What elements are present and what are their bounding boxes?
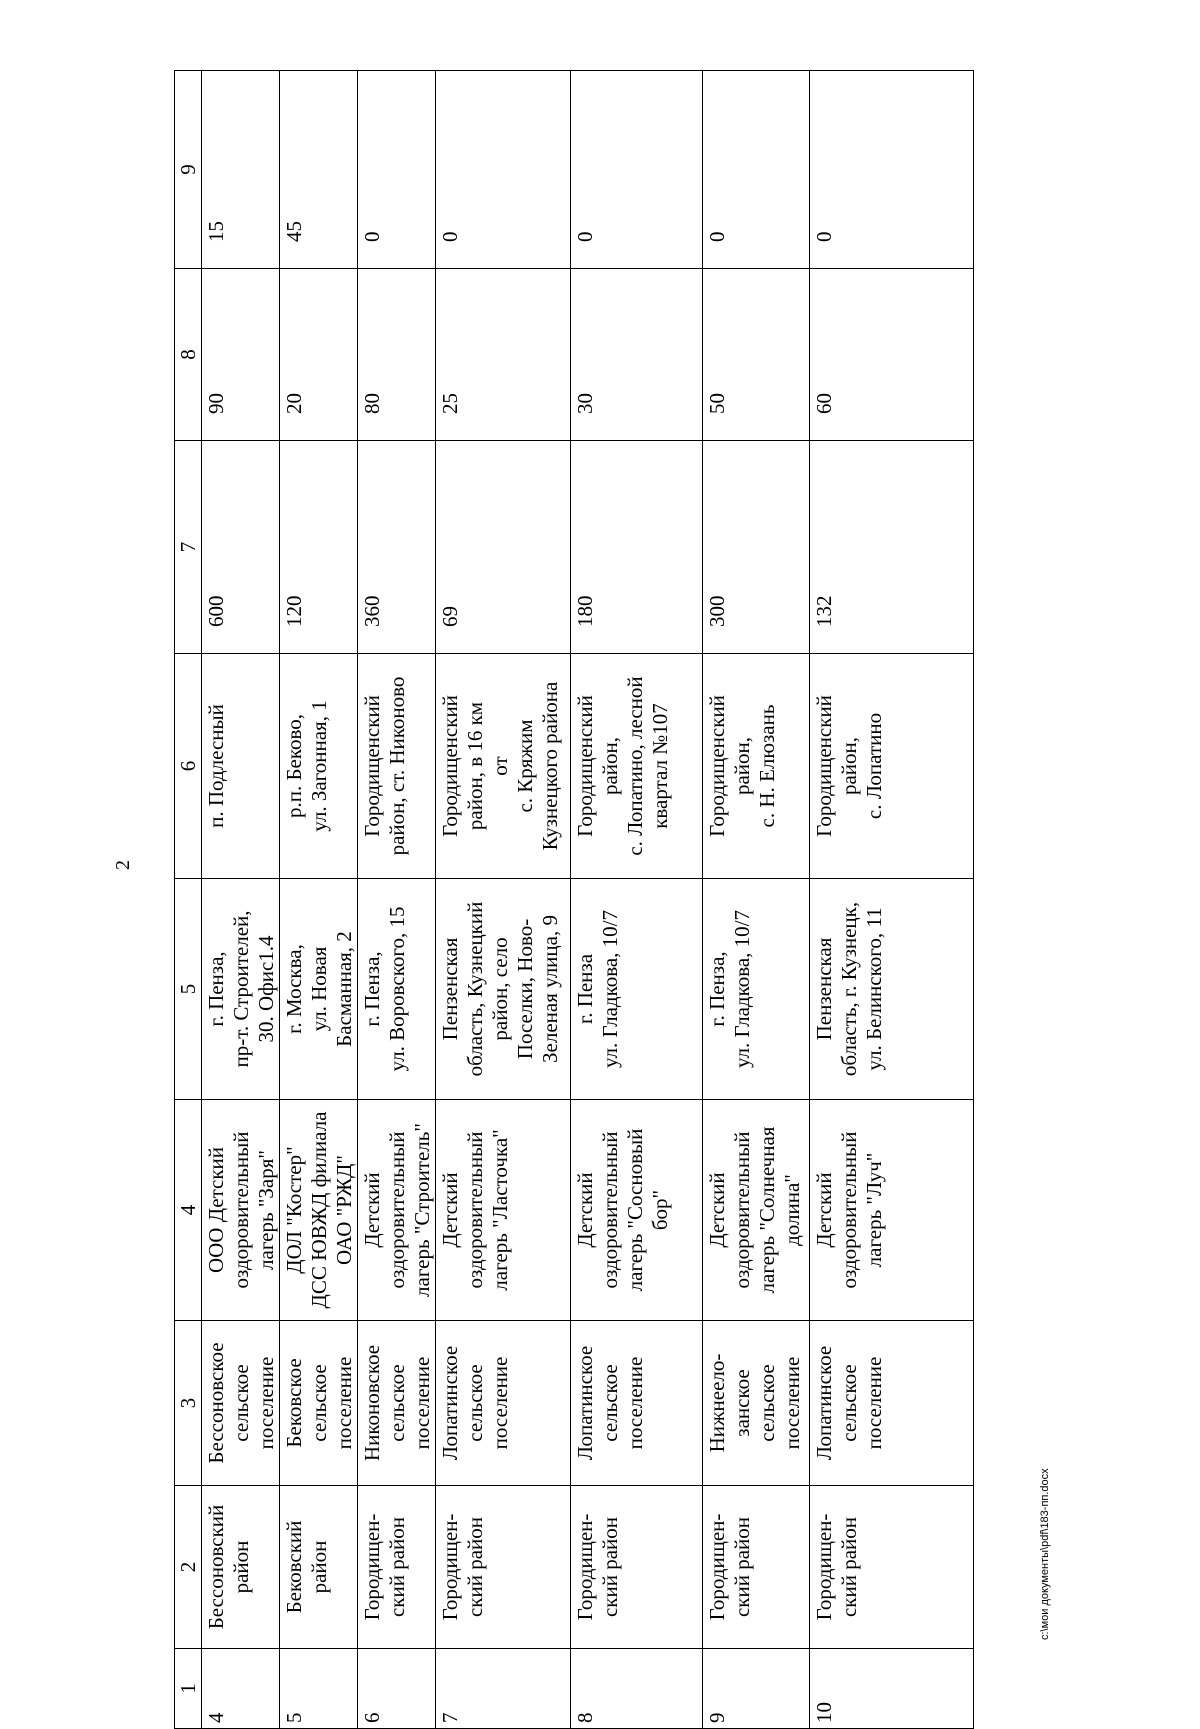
- row-number-cell: 9: [703, 1649, 810, 1729]
- camp-name-cell: Детский оздоровительный лагерь "Солнечная долина": [703, 1100, 810, 1321]
- header-cell-6: 6: [175, 654, 202, 879]
- location-cell: Городищенский район, с. Лопатино, лесной квартал №107: [571, 654, 703, 879]
- value-col9-cell: 0: [703, 71, 810, 269]
- value-col8-cell: 90: [202, 269, 280, 441]
- value-col7-cell: 360: [358, 441, 436, 654]
- legal-address-cell: Пензенская область, г. Кузнецк, ул. Белинского, 11: [810, 879, 974, 1100]
- value-col7-cell: 120: [280, 441, 358, 654]
- table-row: [571, 71, 703, 1729]
- value-col7-cell: 600: [202, 441, 280, 654]
- row-number-cell: 7: [436, 1649, 571, 1729]
- camp-name-cell: ДОЛ "Костер" ДСС ЮВЖД филиала ОАО "РЖД": [280, 1100, 358, 1321]
- header-cell-3: 3: [175, 1321, 202, 1486]
- legal-address-cell: г. Москва, ул. Новая Басманная, 2: [280, 879, 358, 1100]
- value-col9-cell: 0: [571, 71, 703, 269]
- value-col7-cell: 300: [703, 441, 810, 654]
- location-cell: Городищенский район, с. Н. Елюзань: [703, 654, 810, 879]
- row-number-cell: 6: [358, 1649, 436, 1729]
- table-row: [280, 71, 358, 1729]
- table-row: [358, 71, 436, 1729]
- value-col8-cell: 30: [571, 269, 703, 441]
- rotated-table-container: [174, 71, 974, 1729]
- header-cell-8: 8: [175, 269, 202, 441]
- table-row: [810, 71, 974, 1729]
- camp-name-cell: Детский оздоровительный лагерь "Ласточка": [436, 1100, 571, 1321]
- district-cell: Городищен- ский район: [810, 1486, 974, 1649]
- settlement-cell: Бековское сельское поселение: [280, 1321, 358, 1486]
- location-cell: п. Подлесный: [202, 654, 280, 879]
- header-cell-9: 9: [175, 71, 202, 269]
- value-col8-cell: 80: [358, 269, 436, 441]
- row-number-cell: 5: [280, 1649, 358, 1729]
- settlement-cell: Бессоновское сельское поселение: [202, 1321, 280, 1486]
- header-cell-2: 2: [175, 1486, 202, 1649]
- district-cell: Городищен- ский район: [436, 1486, 571, 1649]
- camp-name-cell: ООО Детский оздоровительный лагерь "Заря": [202, 1100, 280, 1321]
- value-col7-cell: 132: [810, 441, 974, 654]
- settlement-cell: Лопатинское сельское поселение: [571, 1321, 703, 1486]
- district-cell: Городищен- ский район: [358, 1486, 436, 1649]
- legal-address-cell: г. Пенза, ул. Гладкова, 10/7: [703, 879, 810, 1100]
- settlement-cell: Нижнеело- занское сельское поселение: [703, 1321, 810, 1486]
- settlement-cell: Лопатинское сельское поселение: [810, 1321, 974, 1486]
- legal-address-cell: Пензенская область, Кузнецкий район, село Поселки, Ново- Зеленая улица, 9: [436, 879, 571, 1100]
- table-row: [202, 71, 280, 1729]
- settlement-cell: Никоновское сельское поселение: [358, 1321, 436, 1486]
- location-cell: р.п. Беково, ул. Загонная, 1: [280, 654, 358, 879]
- row-number-cell: 10: [810, 1649, 974, 1729]
- district-cell: Бессоновский район: [202, 1486, 280, 1649]
- header-row: [175, 71, 202, 1729]
- district-cell: Бековский район: [280, 1486, 358, 1649]
- row-number-cell: 4: [202, 1649, 280, 1729]
- header-cell-7: 7: [175, 441, 202, 654]
- header-cell-1: 1: [175, 1649, 202, 1729]
- camp-name-cell: Детский оздоровительный лагерь "Строитель": [358, 1100, 436, 1321]
- location-cell: Городищенский район, ст. Никоново: [358, 654, 436, 879]
- legal-address-cell: г. Пенза, пр-т. Строителей, 30. Офис1.4: [202, 879, 280, 1100]
- legal-address-cell: г. Пенза, ул. Воровского, 15: [358, 879, 436, 1100]
- camps-table: [174, 70, 974, 1729]
- value-col9-cell: 0: [358, 71, 436, 269]
- value-col9-cell: 15: [202, 71, 280, 269]
- value-col9-cell: 45: [280, 71, 358, 269]
- district-cell: Городищен- ский район: [571, 1486, 703, 1649]
- value-col7-cell: 180: [571, 441, 703, 654]
- location-cell: Городищенский район, с. Лопатино: [810, 654, 974, 879]
- settlement-cell: Лопатинское сельское поселение: [436, 1321, 571, 1486]
- camp-name-cell: Детский оздоровительный лагерь "Луч": [810, 1100, 974, 1321]
- value-col8-cell: 25: [436, 269, 571, 441]
- value-col8-cell: 60: [810, 269, 974, 441]
- value-col8-cell: 50: [703, 269, 810, 441]
- table-row: [703, 71, 810, 1729]
- legal-address-cell: г. Пенза ул. Гладкова, 10/7: [571, 879, 703, 1100]
- row-number-cell: 8: [571, 1649, 703, 1729]
- value-col9-cell: 0: [436, 71, 571, 269]
- location-cell: Городищенский район, в 16 км от с. Кряжим Кузнецкого района: [436, 654, 571, 879]
- value-col8-cell: 20: [280, 269, 358, 441]
- header-cell-4: 4: [175, 1100, 202, 1321]
- value-col7-cell: 69: [436, 441, 571, 654]
- table-row: [436, 71, 571, 1729]
- camp-name-cell: Детский оздоровительный лагерь "Сосновый бор": [571, 1100, 703, 1321]
- header-cell-5: 5: [175, 879, 202, 1100]
- value-col9-cell: 0: [810, 71, 974, 269]
- page-number: 2: [112, 860, 134, 870]
- district-cell: Городищен- ский район: [703, 1486, 810, 1649]
- footer-file-path: c:\мои документы\pdf\183-пп.docx: [1039, 1468, 1051, 1640]
